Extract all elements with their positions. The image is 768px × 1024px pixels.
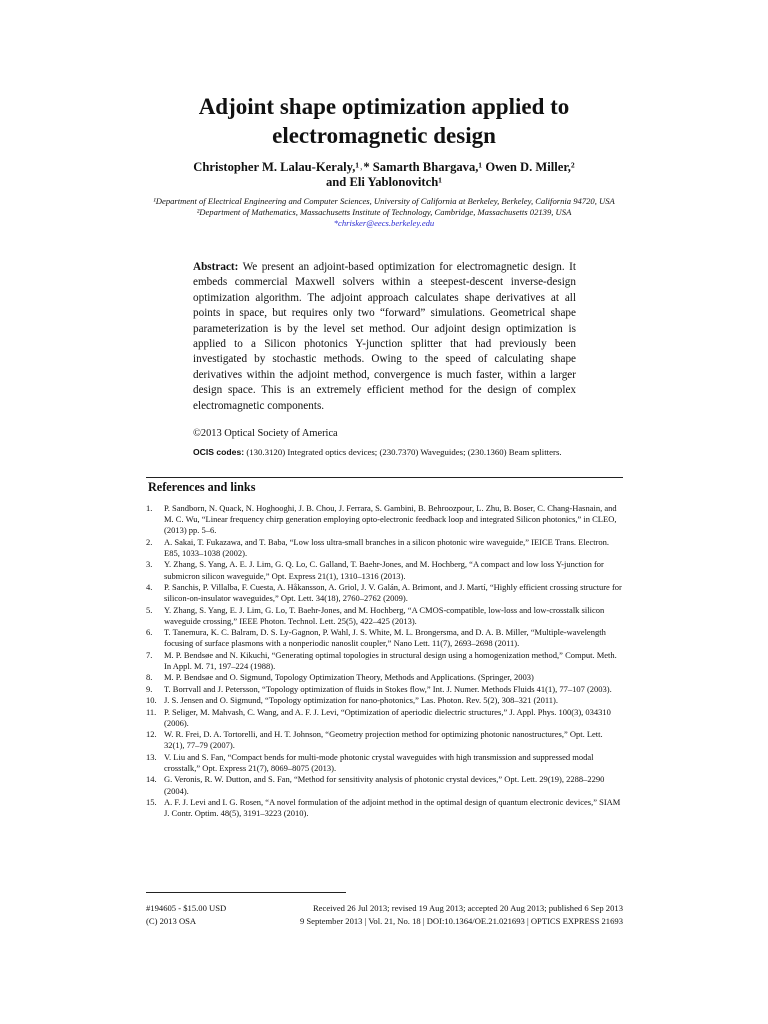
authors-line-1: Christopher M. Lalau-Keraly,¹˒* Samarth Bhargava,¹ Owen D. Miller,² [193, 160, 575, 174]
authors-line-2: and Eli Yablonovitch¹ [326, 175, 442, 189]
reference-item [146, 729, 623, 751]
reference-number: 5. [146, 604, 153, 615]
reference-text: T. Tanemura, K. C. Balram, D. S. Ly-Gagnon, P. Wahl, J. S. White, M. L. Brongersma, and D. A. B. Miller, “Multiple-wavelength focusing of surface plasmons with a nonperiodic nanoslit coupler,” Nano Lett. 11(7), 2693–2698 (2011). [164, 627, 606, 649]
reference-number: 12. [146, 729, 157, 740]
reference-number: 14. [146, 774, 157, 785]
reference-text: A. Sakai, T. Fukazawa, and T. Baba, “Low loss ultra-small branches in a silicon photonic wire waveguide,” IEICE Trans. Electron. E85, 1033–1038 (2002). [164, 536, 610, 558]
footer-price: #194605 - $15.00 USD [146, 903, 227, 913]
footer-dates: Received 26 Jul 2013; revised 19 Aug 2013; accepted 20 Aug 2013; published 6 Sep 2013 [312, 903, 623, 913]
section-divider [146, 477, 623, 478]
reference-number: 7. [146, 649, 153, 660]
reference-text: P. Sandborn, N. Quack, N. Hoghooghi, J. B. Chou, J. Ferrara, S. Gambini, B. Behroozpour, L. Zhu, B. Boser, C. Chang-Hasnain, and M. C. Wu, “Linear frequency chirp generation employing opto-electronic feedback loop and integrated Silicon photonics,” in CLEO, (2013) pp. 5–6. [164, 503, 617, 536]
reference-number: 11. [146, 706, 157, 717]
abstract-text: We present an adjoint-based optimization for electromagnetic design. It embeds commercial Maxwell solvers within a steepest-descent inverse-design optimization algorithm. The adjoint approach calculates shape derivatives at all points in space, but requires only two “forward” simulations. Geometrical shape parameterization is by the level set method. Our adjoint design optimization is applied to a Silicon photonics Y-junction splitter that had previously been investigated by stochastic methods. Owing to the speed of calculating shape derivatives within the adjoint method, convergence is much faster, within a larger design space. This is an extremely efficient method for the design of complex electromagnetic components. [193, 261, 576, 412]
reference-item [146, 503, 623, 537]
reference-text: P. Seliger, M. Mahvash, C. Wang, and A. F. J. Levi, “Optimization of aperiodic dielectric structures,” J. Appl. Phys. 100(3), 034310 (2006). [164, 706, 611, 728]
reference-item [146, 605, 623, 627]
reference-text: W. R. Frei, D. A. Tortorelli, and H. T. Johnson, “Geometry projection method for optimizing photonic nanostructures,” Opt. Lett. 32(1), 77–79 (2007). [164, 729, 603, 751]
reference-text: Y. Zhang, S. Yang, A. E. J. Lim, G. Q. Lo, C. Galland, T. Baehr-Jones, and M. Hochberg, “A compact and low loss Y-junction for submicron silicon waveguide,” Opt. Express 21(1), 1310–1316 (2013). [164, 559, 604, 581]
reference-text: G. Veronis, R. W. Dutton, and S. Fan, “Method for sensitivity analysis of photonic crystal devices,” Opt. Lett. 29(19), 2288–2290 (2004). [164, 774, 605, 796]
reference-list [146, 503, 623, 820]
reference-item [146, 752, 623, 774]
reference-number: 6. [146, 627, 153, 638]
paper-title [0, 92, 768, 150]
reference-number: 1. [146, 503, 153, 513]
reference-text: M. P. Bendsøe and O. Sigmund, Topology Optimization Theory, Methods and Applications. (Springer, 2003) [164, 672, 534, 683]
reference-text: Y. Zhang, S. Yang, E. J. Lim, G. Lo, T. Baehr-Jones, and M. Hochberg, “A CMOS-compatible, low-loss and low-crosstalk silicon waveguide crossing,” IEEE Photon. Technol. Lett. 25(5), 422–425 (2013). [164, 604, 605, 626]
footer-row-2 [146, 916, 623, 927]
title-line-1: Adjoint shape optimization applied to [198, 94, 570, 119]
reference-item [146, 537, 623, 559]
corresponding-email[interactable]: *chrisker@eecs.berkeley.edu [333, 218, 435, 228]
abstract-label: Abstract: [193, 261, 239, 273]
copyright-notice: ©2013 Optical Society of America [193, 428, 338, 439]
title-line-2: electromagnetic design [272, 123, 496, 148]
reference-number: 15. [146, 796, 157, 807]
reference-item [146, 672, 623, 683]
reference-item [146, 559, 623, 581]
reference-number: 9. [146, 683, 153, 694]
footer-osa: (C) 2013 OSA [146, 916, 197, 926]
reference-item [146, 650, 623, 672]
reference-item [146, 774, 623, 796]
ocis-text: (130.3120) Integrated optics devices; (230.7370) Waveguides; (230.1360) Beam splitters. [246, 447, 562, 457]
footer-citation: 9 September 2013 | Vol. 21, No. 18 | DOI:10.1364/OE.21.021693 | OPTICS EXPRESS 21693 [299, 916, 623, 926]
reference-text: A. F. J. Levi and I. G. Rosen, “A novel formulation of the adjoint method in the optimal design of quantum electronic devices,” SIAM J. Contr. Optim. 48(5), 3191–3223 (2010). [164, 796, 621, 819]
reference-number: 8. [146, 672, 153, 683]
abstract [193, 260, 576, 414]
affiliation-1: ¹Department of Electrical Engineering and Computer Sciences, University of California at Berkeley, Berkeley, California 94720, USA [153, 196, 615, 206]
reference-item [146, 684, 623, 695]
reference-item [146, 582, 623, 604]
reference-text: T. Borrvall and J. Petersson, “Topology optimization of fluids in Stokes flow,” Int. J. Numer. Methods Fluids 41(1), 77–107 (2003). [164, 683, 612, 694]
footer-divider [146, 892, 346, 893]
reference-number: 4. [146, 581, 153, 592]
reference-number: 3. [146, 559, 153, 570]
references-heading: References and links [148, 480, 256, 494]
reference-item [146, 627, 623, 649]
reference-text: J. S. Jensen and O. Sigmund, “Topology optimization for nano-photonics,” Las. Photon. Rev. 5(2), 308–321 (2011). [164, 695, 558, 706]
author-list [0, 160, 768, 190]
reference-text: V. Liu and S. Fan, “Compact bends for multi-mode photonic crystal waveguides with high transmission and suppressed modal crosstalk,” Opt. Express 21(7), 8069–8075 (2013). [164, 751, 594, 773]
reference-number: 13. [146, 751, 157, 762]
reference-number: 10. [146, 695, 157, 706]
reference-item [146, 695, 623, 706]
reference-text: M. P. Bendsøe and N. Kikuchi, “Generating optimal topologies in structural design using a homogenization method,” Comput. Meth. In Appl. M. 71, 197–224 (1988). [164, 649, 617, 671]
reference-text: P. Sanchis, P. Villalba, F. Cuesta, A. Håkansson, A. Griol, J. V. Galán, A. Brimont, and J. Martí, “Highly efficient crossing structure for silicon-on-insulator waveguides,” Opt. Lett. 34(18), 2760–2762 (2009). [164, 581, 622, 604]
reference-number: 2. [146, 536, 153, 547]
ocis-codes [193, 446, 593, 458]
reference-item [146, 797, 623, 819]
footer-row-1 [146, 903, 623, 914]
ocis-label: OCIS codes: [193, 447, 245, 457]
affiliation-2: ²Department of Mathematics, Massachusetts Institute of Technology, Cambridge, Massachusetts 02139, USA [196, 207, 572, 217]
reference-item [146, 707, 623, 729]
affiliations [146, 196, 622, 229]
